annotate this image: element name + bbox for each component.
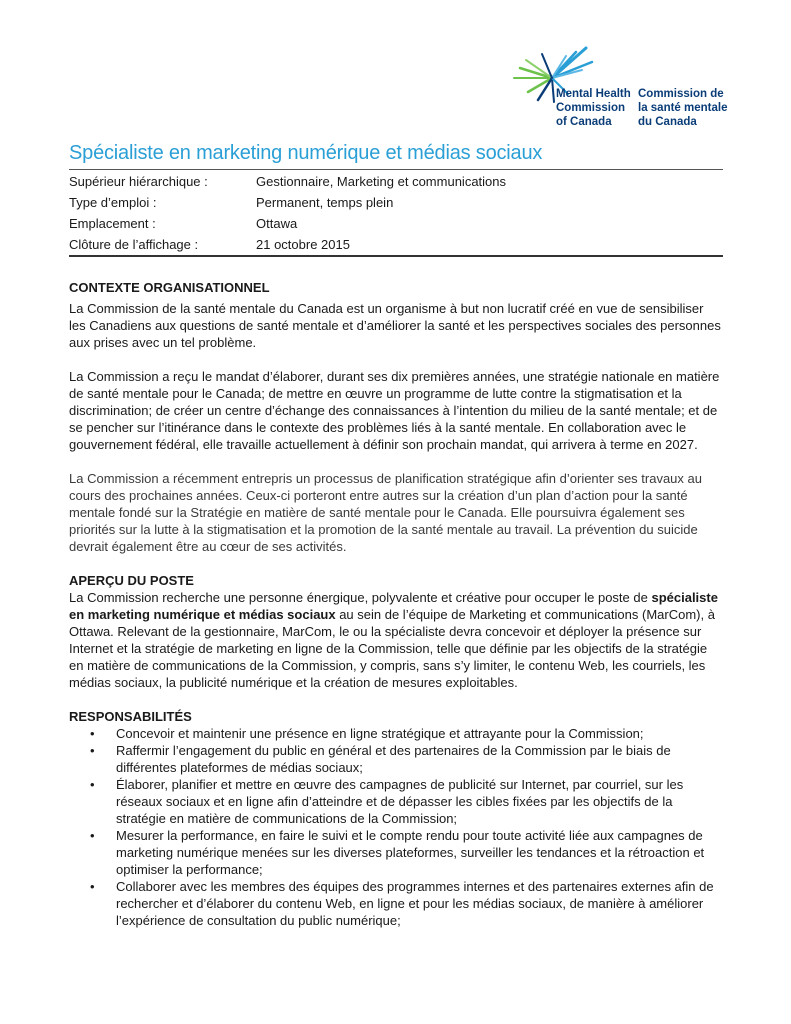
context-paragraph-3: La Commission a récemment entrepris un processus de planification stratégique afin d’orienter ses travaux au cours des prochaines années. Ceux-ci porteront entre autres sur la création d’un plan d’action pour la santé mentale fondé sur la Stratégie en matière de santé mentale pour le Canada. Elle poursuivra également ses priorités sur la lutte à la stigmatisation et la promotion de la santé mentale au travail. La prévention du suicide devrait également être au cœur de ses activités. <box>69 471 702 554</box>
info-value: Gestionnaire, Marketing et communications <box>256 174 507 189</box>
list-item: • Concevoir et maintenir une présence en ligne stratégique et attrayante pour la Commission; <box>90 726 644 741</box>
list-item: • Mesurer la performance, en faire le suivi et le compte rendu pour toute activité liée aux campagnes de marketing numérique menées sur les diverses plateformes, surveiller les tendances et la rétroaction et optimiser la performance; <box>90 828 705 877</box>
title-divider <box>69 169 723 170</box>
info-row-job-type <box>69 192 723 213</box>
bullet-icon: • <box>90 828 95 843</box>
info-value: 21 octobre 2015 <box>256 237 350 252</box>
info-row-closing-date <box>69 234 723 255</box>
bullet-icon: • <box>90 879 95 894</box>
info-value: Permanent, temps plein <box>256 195 394 210</box>
info-divider <box>69 255 723 257</box>
job-info-table <box>69 171 723 255</box>
overview-paragraph: La Commission recherche une personne énergique, polyvalente et créative pour occuper le poste de spécialiste en marketing numérique et médias sociaux au sein de l’équipe de Marketing et communications (MarCom), à Ottawa. Relevant de la gestionnaire, MarCom, le ou la spécialiste devra concevoir et déployer la présence sur Internet et la stratégie de marketing en ligne de la Commission, telle que définie par les objectifs de la stratégie en matière de communications de la Commission, y compris, sans s’y limiter, le contenu Web, les courriels, les médias sociaux, la publicité numérique et la création de mesures exploitables. <box>69 590 718 690</box>
info-row-location <box>69 213 723 234</box>
job-title-emphasis: spécialiste en marketing numérique et médias sociaux <box>69 590 718 622</box>
page-title: Spécialiste en marketing numérique et médias sociaux <box>69 142 543 164</box>
organization-logo <box>508 44 738 130</box>
section-heading-responsibilities: RESPONSABILITÉS <box>69 709 192 724</box>
context-paragraph-1: La Commission de la santé mentale du Canada est un organisme à but non lucratif créé en vue de sensibiliser les Canadiens aux questions de santé mentale et d’améliorer la santé et les perspectives sociales des personnes aux prises avec un tel problème. <box>69 301 721 350</box>
list-item: • Collaborer avec les membres des équipes des programmes internes et des partenaires externes afin de rechercher et d’élaborer du contenu Web, en ligne et pour les médias sociaux, de manière à améliorer l’expérience de consultation du public numérique; <box>90 879 714 928</box>
info-label: Type d’emploi : <box>69 195 157 210</box>
context-paragraph-2: La Commission a reçu le mandat d’élaborer, durant ses dix premières années, une stratégie nationale en matière de santé mentale pour le Canada; de mettre en œuvre un programme de lutte contre la stigmatisation et la discrimination; de créer un centre d’échange des connaissances à l’intention du milieu de la santé mentale; et de se pencher sur l’itinérance dans le contexte des problèmes liés à la santé mentale. En collaboration avec le gouvernement fédéral, elle travaille actuellement à définir son prochain mandat, qui arrivera à terme en 2027. <box>69 369 720 452</box>
info-label: Supérieur hiérarchique : <box>69 174 208 189</box>
info-value: Ottawa <box>256 216 298 231</box>
info-label: Emplacement : <box>69 216 156 231</box>
section-heading-overview: APERÇU DU POSTE <box>69 573 194 588</box>
section-heading-context: CONTEXTE ORGANISATIONNEL <box>69 280 270 295</box>
list-item: • Raffermir l’engagement du public en général et des partenaires de la Commission par le biais de différentes plateformes de médias sociaux; <box>90 743 671 775</box>
list-item: • Élaborer, planifier et mettre en œuvre des campagnes de publicité sur Internet, par courriel, sur les réseaux sociaux et en ligne afin d’atteindre et de dépasser les cibles fixées par les objectifs de la stratégie en matière de communications de la Commission; <box>90 777 684 826</box>
logo-text-french: Commission de la santé mentale du Canada <box>638 88 728 128</box>
bullet-icon: • <box>90 777 95 792</box>
bullet-icon: • <box>90 743 95 758</box>
bullet-icon: • <box>90 726 95 741</box>
info-row-supervisor <box>69 171 723 192</box>
document-body <box>69 279 723 929</box>
info-label: Clôture de l’affichage : <box>69 237 199 252</box>
logo-text-english: Mental Health Commission of Canada <box>556 88 631 128</box>
responsibilities-list <box>69 725 723 929</box>
